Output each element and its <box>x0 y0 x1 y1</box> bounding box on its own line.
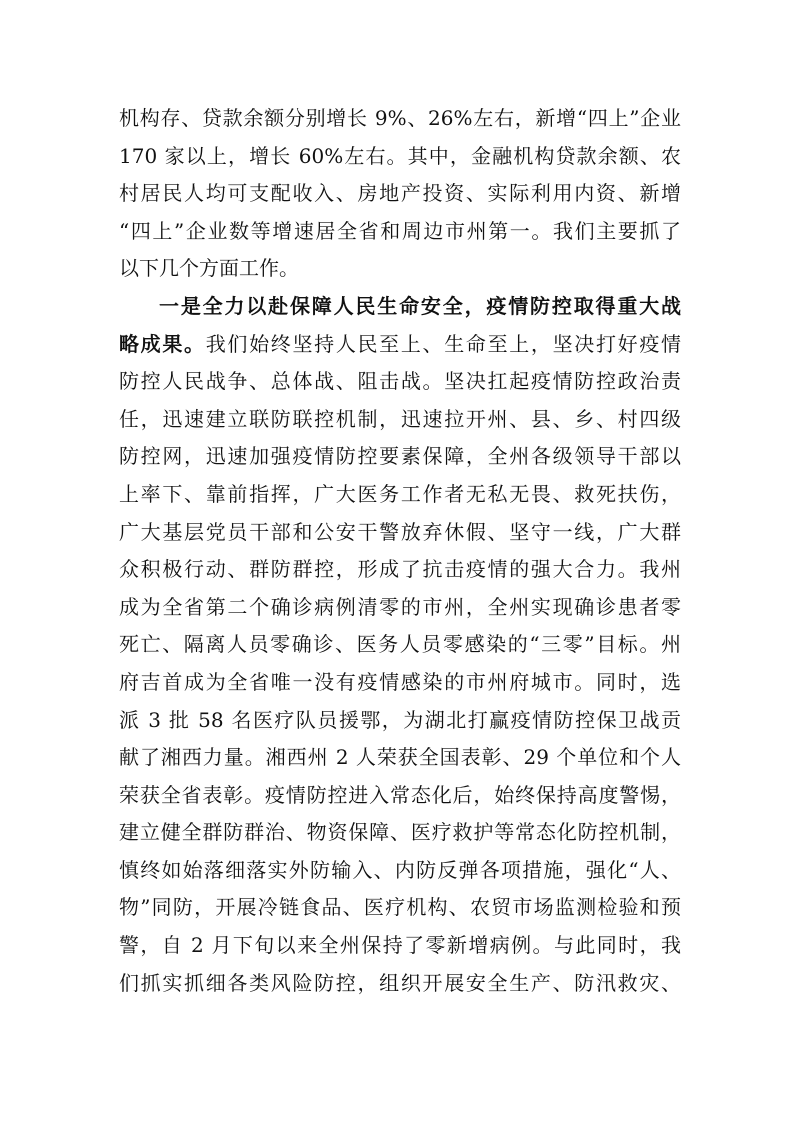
paragraph-2-line: 防控网，迅速加强疫情防控要素保障，全州各级领导干部以 <box>119 444 681 469</box>
paragraph-2-line: 派 3 批 58 名医疗队员援鄂，为湖北打赢疫情防控保卫战贡 <box>119 707 681 732</box>
paragraph-2-heading: 一是全力以赴保障人民生命安全，疫情防控取得重大战 <box>159 293 681 318</box>
paragraph-2-line: 任，迅速建立联防联控机制，迅速拉开州、县、乡、村四级 <box>119 406 681 431</box>
paragraph-2-line: 成为全省第二个确诊病例清零的市州，全州实现确诊患者零 <box>119 594 681 619</box>
paragraph-2-line: 府吉首成为全省唯一没有疫情感染的市州府城市。同时，选 <box>119 669 681 694</box>
paragraph-2-line: 们抓实抓细各类风险防控，组织开展安全生产、防汛救灾、 <box>119 970 681 995</box>
paragraph-1-line: 机构存、贷款余额分别增长 9%、26%左右，新增“四上”企业 <box>119 106 681 130</box>
paragraph-1-line: 170 家以上，增长 60%左右。其中，金融机构贷款余额、农 <box>119 143 681 168</box>
paragraph-2-line: 上率下、靠前指挥，广大医务工作者无私无畏、救死扶伤， <box>119 481 681 506</box>
paragraph-1-line: “四上”企业数等增速居全省和周边市州第一。我们主要抓了 <box>119 218 681 243</box>
document-body <box>119 100 681 1002</box>
paragraph-2-line: 建立健全群防群治、物资保障、医疗救护等常态化防控机制， <box>119 820 681 845</box>
paragraph-2-line: 防控人民战争、总体战、阻击战。坚决扛起疫情防控政治责 <box>119 369 681 394</box>
paragraph-1-line: 以下几个方面工作。 <box>119 256 299 281</box>
paragraph-2-line: 死亡、隔离人员零确诊、医务人员零感染的“三零”目标。州 <box>119 632 681 657</box>
paragraph-2-line: 慎终如始落细落实外防输入、内防反弹各项措施，强化“人、 <box>119 857 681 882</box>
paragraph-2-line: 警，自 2 月下旬以来全州保持了零新增病例。与此同时，我 <box>119 933 681 958</box>
paragraph-2-line <box>119 326 681 364</box>
paragraph-2-line-rest: 我们始终坚持人民至上、生命至上，坚决打好疫情 <box>205 331 681 356</box>
paragraph-2-line: 广大基层党员干部和公安干警放弃休假、坚守一线，广大群 <box>119 519 681 544</box>
paragraph-2-line: 众积极行动、群防群控，形成了抗击疫情的强大合力。我州 <box>119 557 681 582</box>
paragraph-2-line: 荣获全省表彰。疫情防控进入常态化后，始终保持高度警惕， <box>119 782 681 807</box>
paragraph-2-heading-end: 略成果。 <box>119 331 206 356</box>
paragraph-1-line: 村居民人均可支配收入、房地产投资、实际利用内资、新增 <box>119 181 681 206</box>
paragraph-2-line: 献了湘西力量。湘西州 2 人荣获全国表彰、29 个单位和个人 <box>119 745 681 770</box>
paragraph-2-line: 物”同防，开展冷链食品、医疗机构、农贸市场监测检验和预 <box>119 895 681 920</box>
